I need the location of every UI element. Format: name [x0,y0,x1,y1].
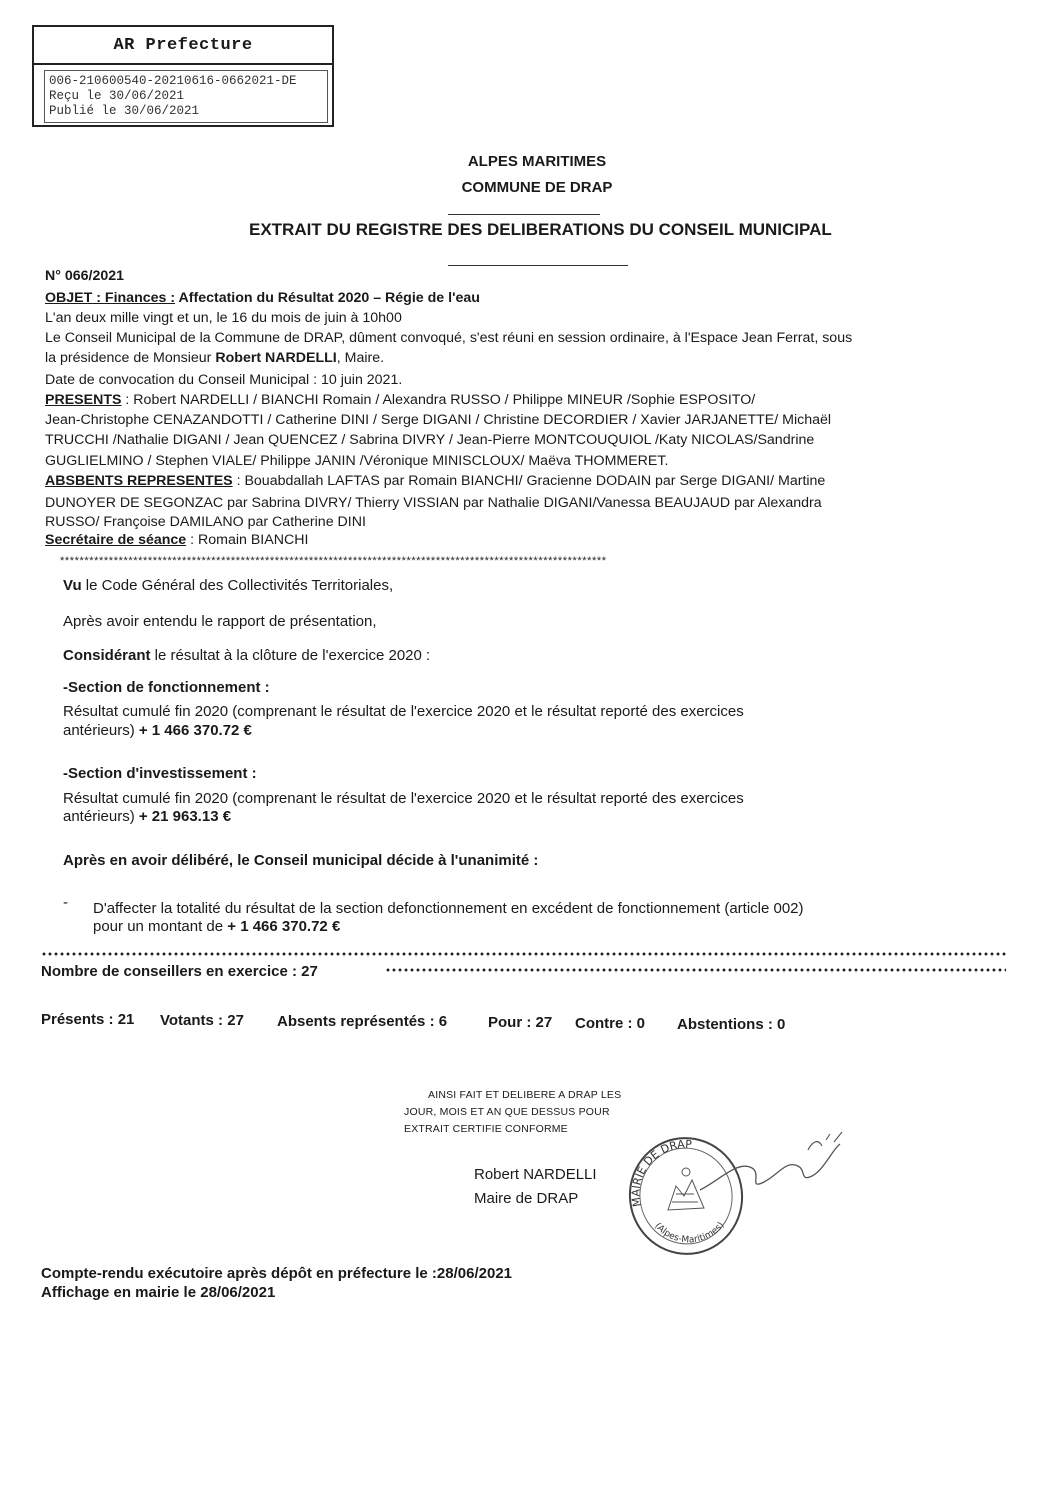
investissement-line-1: Résultat cumulé fin 2020 (comprenant le résultat de l'exercice 2020 et le résultat reporté des exercices [63,790,744,807]
votes-presents: Présents : 21 [41,1011,135,1028]
absents-names-1: : Bouabdallah LAFTAS par Romain BIANCHI/ Gracienne DODAIN par Serge DIGANI/ Martine [232,473,826,489]
president-name: Robert NARDELLI [215,350,337,366]
presents-line-2: Jean-Christophe CENAZANDOTTI / Catherine DINI / Serge DIGANI / Christine DECORDIER / Xavier JARJANETTE/ Michaël [45,412,832,428]
absents-line-1 [45,472,825,490]
region-heading: ALPES MARITIMES [467,153,607,170]
certification-line-2: JOUR, MOIS ET AN QUE DESSUS POUR [404,1106,610,1118]
affectation-amount: + 1 466 370.72 € [227,918,341,935]
secretaire-name: : Romain BIANCHI [186,532,309,548]
votes-absents: Absents représentés : 6 [277,1013,448,1030]
investissement-prefix: antérieurs) [63,808,139,825]
decision-statement: Après en avoir délibéré, le Conseil municipal décide à l'unanimité : [63,852,539,869]
vu-line [63,576,393,595]
vu-text: le Code Général des Collectivités Territoriales, [81,577,394,594]
presidence-text: la présidence de Monsieur [45,350,216,366]
certification-line-3: EXTRAIT CERTIFIE CONFORME [404,1123,568,1135]
considerant-text: le résultat à la clôture de l'exercice 2020 : [150,647,431,664]
signatory-role: Maire de DRAP [474,1190,579,1207]
absents-label: ABSBENTS REPRESENTES [45,473,233,489]
deliberation-number: N° 066/2021 [45,268,125,284]
presidence-line [45,349,384,367]
affectation-prefix: pour un montant de [93,918,228,935]
presents-line-1 [45,391,755,409]
seal-top-text: MAIRIE DE DRAP [629,1137,693,1208]
affectation-line-1: D'affecter la totalité du résultat de la section defonctionnement en excédent de fonctionnement (article 002) [93,900,804,917]
compte-rendu-line: Compte-rendu exécutoire après dépôt en préfecture le :28/06/2021 [41,1265,512,1282]
considerant-keyword: Considérant [63,647,151,664]
document-title: EXTRAIT DU REGISTRE DES DELIBERATIONS DU CONSEIL MUNICIPAL [249,220,832,239]
absents-line-3: RUSSO/ Françoise DAMILANO par Catherine DINI [45,514,366,530]
absents-line-2: DUNOYER DE SEGONZAC par Sabrina DIVRY/ Thierry VISSIAN par Nathalie DIGANI/Vanessa BEAUJAUD par Alexandra [45,495,822,511]
handwritten-signature [690,1120,860,1210]
fonctionnement-prefix: antérieurs) [63,722,139,739]
header-rule [448,214,600,215]
secretaire-line [45,531,308,549]
fonctionnement-heading: -Section de fonctionnement : [63,679,270,696]
investissement-amount: + 21 963.13 € [138,808,232,825]
fonctionnement-amount: + 1 466 370.72 € [138,722,252,739]
objet-label: OBJET : Finances : [45,290,176,306]
secretaire-label: Secrétaire de séance [45,532,187,548]
conseillers-count: Nombre de conseillers en exercice : 27 [41,963,318,980]
stamp-published-date: Publié le 30/06/2021 [49,104,200,118]
separator-stars: **************************************************************************************************************** [60,555,607,567]
seal-bottom-text: (Alpes-Maritimes) [652,1220,727,1246]
objet-line [45,289,480,307]
considerant-line [63,646,430,665]
votes-contre: Contre : 0 [575,1015,646,1032]
dotted-separator-bottom [385,968,1006,972]
presents-label: PRESENTS [45,392,122,408]
affichage-line: Affichage en mairie le 28/06/2021 [41,1284,276,1301]
certification-line-1: AINSI FAIT ET DELIBERE A DRAP LES [428,1089,622,1101]
session-convocation-line: Le Conseil Municipal de la Commune de DRAP, dûment convoqué, s'est réuni en session ordinaire, à l'Espace Jean Ferrat, sous [45,330,853,346]
vu-keyword: Vu [63,577,82,594]
apres-line: Après avoir entendu le rapport de présentation, [63,613,377,630]
presents-line-3: TRUCCHI /Nathalie DIGANI / Jean QUENCEZ / Sabrina DIVRY / Jean-Pierre MONTCOUQUIOL /Katy NICOLAS/Sandrine [45,432,815,448]
presents-line-4: GUGLIELMINO / Stephen VIALE/ Philippe JANIN /Véronique MINISCLOUX/ Maëva THOMMERET. [45,453,669,469]
affectation-line-2 [93,917,340,936]
stamp-title: AR Prefecture [34,27,332,65]
investissement-line-2 [63,807,231,826]
objet-text: Affectation du Résultat 2020 – Régie de l'eau [175,290,480,306]
stamp-received-date: Reçu le 30/06/2021 [49,89,185,103]
prefecture-stamp [32,25,334,127]
dotted-separator-top [41,952,1006,956]
fonctionnement-line-1: Résultat cumulé fin 2020 (comprenant le résultat de l'exercice 2020 et le résultat reporté des exercices [63,703,744,720]
signatory-name: Robert NARDELLI [474,1166,597,1183]
votes-pour: Pour : 27 [488,1014,553,1031]
bullet-dash: - [63,894,68,911]
votes-abstentions: Abstentions : 0 [677,1016,786,1033]
convocation-date: Date de convocation du Conseil Municipal : 10 juin 2021. [45,372,403,388]
commune-heading: COMMUNE DE DRAP [461,179,613,196]
stamp-reference: 006-210600540-20210616-0662021-DE [49,74,297,88]
votes-votants: Votants : 27 [160,1012,244,1029]
title-rule [448,265,628,266]
investissement-heading: -Section d'investissement : [63,765,257,782]
fonctionnement-line-2 [63,721,252,740]
stamp-details [44,70,328,123]
session-date-line: L'an deux mille vingt et un, le 16 du mois de juin à 10h00 [45,310,402,326]
president-role: , Maire. [336,350,385,366]
presents-names-1: : Robert NARDELLI / BIANCHI Romain / Alexandra RUSSO / Philippe MINEUR /Sophie ESPOSITO/ [121,392,756,408]
